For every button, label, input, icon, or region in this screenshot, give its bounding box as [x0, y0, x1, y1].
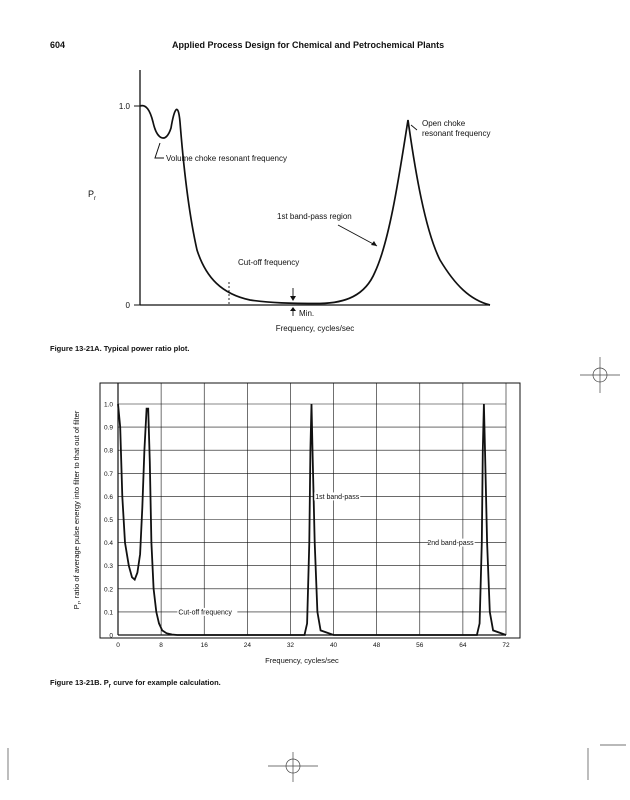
figure-a-open-choke-pointer — [411, 125, 417, 130]
figure-a-ylabel: $P_r$ — [88, 189, 97, 202]
y-tick-label: 0.5 — [103, 517, 113, 524]
figure-a-xlabel: Frequency, cycles/sec — [275, 324, 355, 333]
x-tick-label: 72 — [502, 642, 510, 649]
figure-a-caption: Figure 13-21A. Typical power ratio plot. — [50, 344, 190, 353]
y-tick-label: 0.7 — [103, 470, 113, 478]
registration-mark-right — [580, 355, 630, 395]
figure-b-x-ticks — [116, 642, 510, 649]
figure-b-caption: Figure 13-21B. $P_r$ curve for example calculation. — [50, 678, 221, 690]
y-tick-label: 0.9 — [103, 424, 113, 432]
figure-b-band1-label: 1st band-pass — [315, 493, 360, 501]
y-tick-label: 0.4 — [103, 540, 113, 548]
figure-a-cutoff-label: Cut-off frequency — [238, 258, 300, 267]
figure-a-ytick-bottom: 0 — [125, 301, 130, 310]
crop-marks — [0, 740, 630, 800]
page-number: 604 — [50, 40, 66, 50]
y-tick-label: 0.3 — [103, 563, 113, 571]
figure-a-band-pass-label: 1st band-pass region — [277, 212, 352, 221]
figure-b-ylabel: $P_r$, ratio of average pulse energy into filter to that out of filter — [72, 410, 83, 610]
figure-a-min-label: Min. — [299, 309, 315, 318]
x-tick-label: 0 — [116, 642, 120, 649]
y-tick-label: 0.2 — [103, 586, 113, 594]
running-title: Applied Process Design for Chemical and Petrochemical Plants — [172, 40, 445, 50]
x-tick-label: 16 — [200, 642, 208, 649]
figure-a-volume-choke-pointer — [155, 143, 164, 158]
figure-a-open-choke-label-1: Open choke — [422, 119, 466, 128]
y-tick-label: 1.0 — [103, 401, 113, 409]
figure-a-band-pass-arrow — [338, 225, 377, 246]
figure-b-xlabel: Frequency, cycles/sec — [265, 656, 339, 665]
x-tick-label: 40 — [329, 642, 338, 649]
x-tick-label: 48 — [373, 642, 381, 649]
figure-a-open-choke-label-2: resonant frequency — [422, 129, 491, 138]
y-tick-label: 0.6 — [103, 493, 113, 501]
figure-a-volume-choke-label: Volume choke resonant frequency — [166, 154, 287, 163]
x-tick-label: 24 — [243, 642, 251, 649]
figure-b-band2-label: 2nd band-pass — [427, 540, 474, 548]
x-tick-label: 32 — [286, 642, 295, 649]
figure-b-y-ticks — [104, 402, 113, 640]
figure-a-ytick-top: 1.0 — [118, 102, 130, 111]
x-tick-label: 56 — [416, 642, 424, 649]
x-tick-label: 8 — [159, 642, 163, 649]
y-tick-label: 0 — [109, 632, 113, 640]
figure-b-cutoff-label: Cut-off frequency — [178, 609, 232, 617]
y-tick-label: 0.1 — [103, 609, 113, 617]
figure-a-min-arrowhead-lower — [290, 307, 296, 311]
x-tick-label: 64 — [459, 642, 467, 649]
figure-a-min-arrowhead-upper — [290, 296, 296, 301]
figure-a-plot — [0, 60, 630, 340]
figure-b-chart — [0, 375, 630, 675]
y-tick-label: 0.8 — [103, 447, 113, 455]
